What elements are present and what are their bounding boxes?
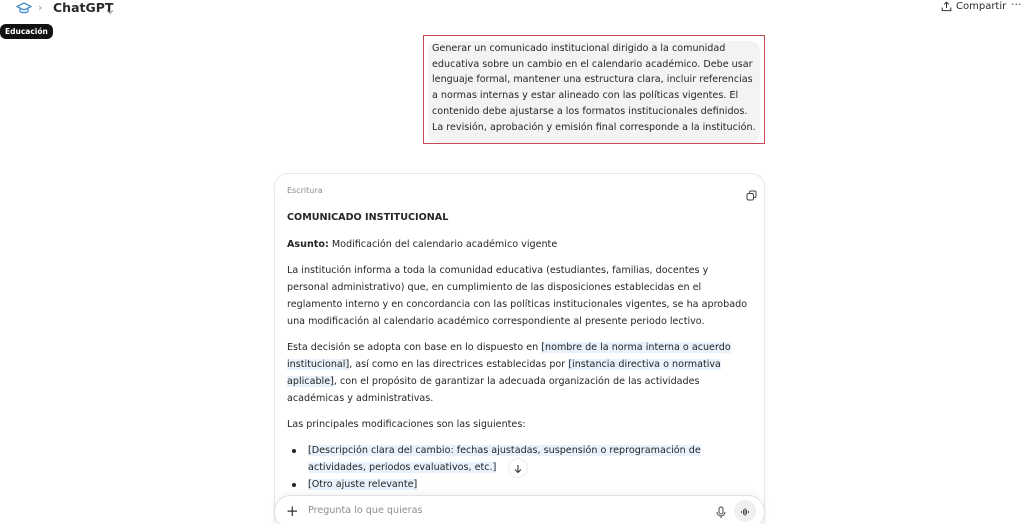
arrow-down-icon <box>513 459 523 478</box>
canvas-type-label: Escritura <box>287 186 323 195</box>
voice-mode-button[interactable] <box>734 500 756 522</box>
app-title[interactable]: ChatGPT <box>53 0 114 15</box>
prompt-input[interactable] <box>308 505 688 516</box>
chevron-down-icon[interactable] <box>105 2 115 12</box>
voice-waveform-icon <box>740 502 750 521</box>
placeholder-other-adjustment[interactable]: [Otro ajuste relevante] <box>308 479 418 490</box>
copy-icon[interactable] <box>746 186 757 197</box>
paragraph-announcement: La institución informa a toda la comunidad educativa (estudiantes, familias, docentes y personal administrativo) que, en cumplimiento de las disposiciones establecidas en el reglamento interno y en concordancia con las políticas institucionales vigentes, se ha aprobado una modificación al calendario académico correspondiente al presente periodo lectivo. <box>287 265 748 327</box>
composer <box>274 495 765 524</box>
paragraph-basis <box>287 339 749 407</box>
user-message: Generar un comunicado institucional dirigido a la comunidad educativa sobre un cambio en el calendario académico. Debe usar lenguaje formal, mantener una estructura clara, incluir referencias a normas internas y estar alineado con las políticas vigentes. El contenido debe ajustarse a los formatos institucionales definidos. La revisión, aprobación y emisión final corresponde a la institución. <box>428 41 760 143</box>
more-options-icon[interactable]: ··· <box>1011 0 1022 11</box>
share-button[interactable] <box>941 1 1006 12</box>
share-icon <box>941 1 952 12</box>
list-intro: Las principales modificaciones son las siguientes: <box>287 419 526 430</box>
placeholder-directive-instance[interactable]: [instancia directiva o normativa aplicable] <box>287 359 721 387</box>
subject-line <box>287 236 749 253</box>
scroll-down-button[interactable] <box>508 458 528 478</box>
paragraph-basis-text-1: Esta decisión se adopta con base en lo dispuesto en <box>287 342 542 353</box>
paragraph-basis-text-3: , con el propósito de garantizar la adecuada organización de las actividades académicas y administrativas. <box>287 376 700 404</box>
project-tooltip: Educación <box>0 24 53 39</box>
share-label: Compartir <box>956 1 1007 12</box>
list-item <box>287 476 749 493</box>
plus-icon[interactable]: + <box>286 502 299 520</box>
paragraph-basis-text-2: , así como en las directrices establecidas por <box>349 359 569 370</box>
placeholder-change-description[interactable]: [Descripción clara del cambio: fechas ajustadas, suspensión o reprogramación de actividades, periodos evaluativos, etc.] <box>308 445 701 473</box>
document-heading: COMUNICADO INSTITUCIONAL <box>287 212 449 223</box>
subject-label: Asunto: <box>287 239 329 250</box>
graduation-cap-icon[interactable] <box>16 0 32 14</box>
subject-text: Modificación del calendario académico vigente <box>328 239 558 250</box>
user-message-highlight <box>423 35 765 144</box>
breadcrumb-chevron-icon: › <box>38 1 43 14</box>
top-bar <box>0 0 1024 18</box>
document-body[interactable] <box>287 209 749 493</box>
microphone-icon[interactable] <box>715 504 727 517</box>
placeholder-norm-name[interactable]: [nombre de la norma interna o acuerdo institucional] <box>287 342 731 370</box>
